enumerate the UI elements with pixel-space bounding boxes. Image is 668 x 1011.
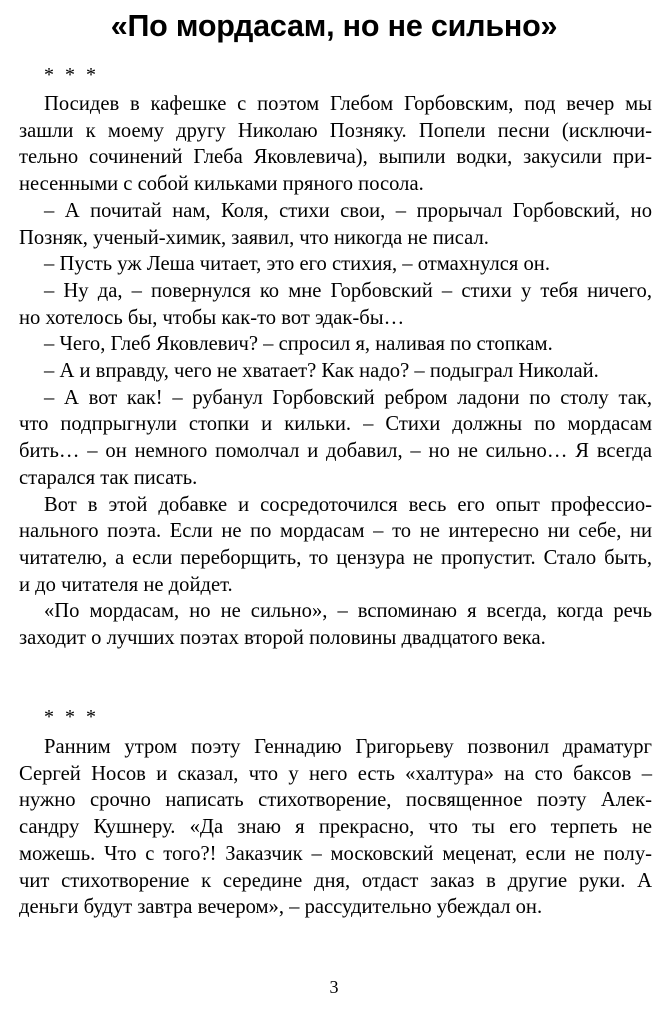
text-line: – Пусть уж Леша читает, это его стихия, – отмахнулся он. xyxy=(44,253,550,276)
text-line: заходит о лучших поэтах второй половины двадцатого века. xyxy=(19,627,546,650)
paragraph xyxy=(19,251,652,278)
text-line: тельно сочинений Глеба Яковлевича), выпили водки, закусили при- xyxy=(19,146,652,169)
text-line: чит стихотворение к середине дня, отдаст заказ в другие руки. А xyxy=(19,869,652,892)
text-line: зашли к моему другу Николаю Позняку. Попели песни (исключи- xyxy=(19,119,652,142)
section-text xyxy=(19,91,652,652)
text-line: читателю, а если переборщить, то цензура не пропустит. Стало быть, xyxy=(19,546,652,569)
text-line: Посидев в кафешке с поэтом Глебом Горбовским, под вечер мы xyxy=(44,93,652,115)
paragraph xyxy=(19,198,652,251)
section-text xyxy=(19,734,652,921)
section-separator: * * * xyxy=(44,64,99,86)
text-line: Вот в этой добавке и сосредоточился весь его опыт профессио- xyxy=(44,493,652,516)
paragraph xyxy=(19,278,652,331)
paragraph xyxy=(19,492,652,599)
text-line: Сергей Носов и сказал, что у него есть «халтура» на сто баксов – xyxy=(19,762,652,785)
text-line: Ранним утром поэту Геннадию Григорьеву позвонил драматург xyxy=(44,736,652,758)
text-line: но хотелось бы, чтобы как-то вот эдак-бы… xyxy=(19,306,405,329)
text-line: нужно срочно написать стихотворение, посвященное поэту Алек- xyxy=(19,789,652,812)
text-line: – Чего, Глеб Яковлевич? – спросил я, наливая по стопкам. xyxy=(44,333,553,356)
page-number: 3 xyxy=(329,977,339,997)
paragraph xyxy=(19,331,652,358)
text-line: несенными с собой кильками пряного посола. xyxy=(19,173,424,196)
text-line: сандру Кушнеру. «Да знаю я прекрасно, что ты его терпеть не xyxy=(19,816,652,839)
text-line: «По мордасам, но не сильно», – вспоминаю я всегда, когда речь xyxy=(44,600,652,623)
text-line: можешь. Что с того?! Заказчик – московский меценат, если не полу- xyxy=(19,842,652,865)
text-line: – А и вправду, чего не хватает? Как надо? – подыграл Николай. xyxy=(44,360,599,383)
text-line: нального поэта. Если не по мордасам – то не интересно ни себе, ни xyxy=(19,520,652,543)
text-line: деньги будут завтра вечером», – рассудительно убеждал он. xyxy=(19,896,543,919)
text-line: что подпрыгнули стопки и кильки. – Стихи должны по мордасам xyxy=(19,413,652,436)
text-line: – Ну да, – повернулся ко мне Горбовский – стихи у тебя ничего, xyxy=(44,279,652,302)
page-title: «По мордасам, но не сильно» xyxy=(110,9,558,43)
paragraph xyxy=(19,91,652,198)
section-separator: * * * xyxy=(44,706,99,728)
text-line: и до читателя не дойдет. xyxy=(19,573,233,596)
paragraph xyxy=(19,358,652,385)
text-line: старался так писать. xyxy=(19,466,198,489)
paragraph xyxy=(19,598,652,651)
paragraph xyxy=(19,734,652,921)
text-line: – А почитай нам, Коля, стихи свои, – прорычал Горбовский, но xyxy=(44,199,652,222)
text-line: Позняк, ученый-химик, заявил, что никогда не писал. xyxy=(19,226,489,249)
text-line: – А вот как! – рубанул Горбовский ребром ладони по столу так, xyxy=(44,386,652,409)
text-line: бить… – он немного помолчал и добавил, – но не сильно… Я всегда xyxy=(19,440,652,463)
paragraph xyxy=(19,385,652,492)
